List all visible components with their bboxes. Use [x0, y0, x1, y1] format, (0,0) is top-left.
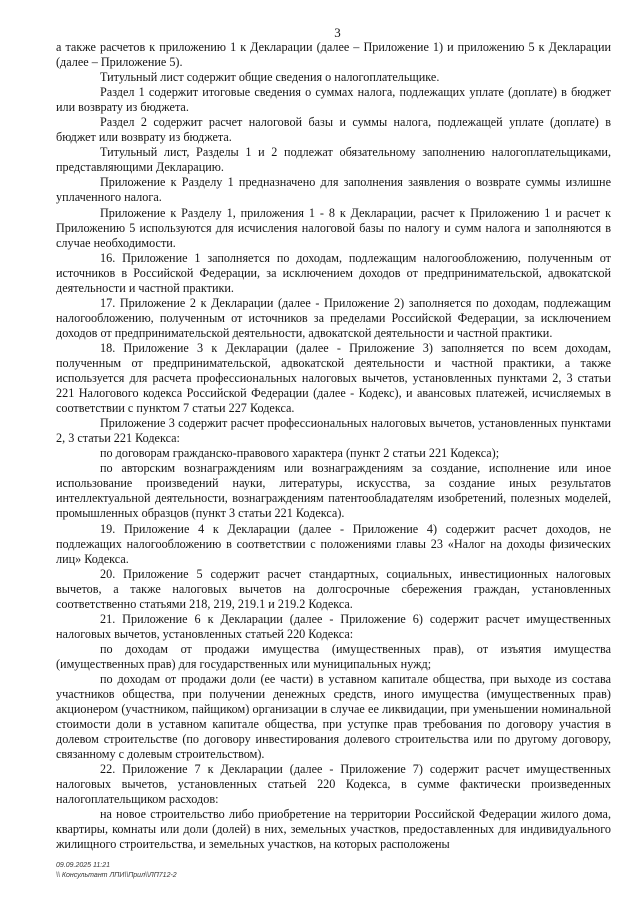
paragraph: Титульный лист, Разделы 1 и 2 подлежат обязательному заполнению налогоплательщиками, представляющими Декларацию. [56, 145, 611, 175]
paragraph: Приложение 3 содержит расчет профессиональных налоговых вычетов, установленных пунктами 2, 3 статьи 221 Кодекса: [56, 416, 611, 446]
paragraph: по доходам от продажи доли (ее части) в уставном капитале общества, при выходе из состава участников общества, при получении денежных средств, иного имущества (имущественных прав) акционером (участником, пайщиком) организации в случае ее ликвидации, при уменьшении номинальной стоимости доли в уставном капитале общества, при уступке прав требования по договору участия в долевом строительстве (по договору инвестирования долевого строительства или по другому договору, связанному с долевым строительством). [56, 671, 611, 762]
paragraph: 21. Приложение 6 к Декларации (далее - Приложение 6) содержит расчет имущественных налоговых вычетов, установленных статьей 220 Кодекса: [56, 611, 611, 641]
paragraph: Титульный лист содержит общие сведения о налогоплательщике. [100, 70, 440, 85]
paragraph: на новое строительство либо приобретение на территории Российской Федерации жилого дома, квартиры, комнаты или доли (долей) в них, земельных участков, предоставленных для индивидуального жилищного строительства, и земельных участков, на которых расположены [56, 807, 611, 852]
paragraph: по доходам от продажи имущества (имущественных прав), от изъятия имущества (имущественных прав) для государственных или муниципальных нужд; [56, 641, 611, 671]
paragraph: 20. Приложение 5 содержит расчет стандартных, социальных, инвестиционных налоговых вычетов, а также налоговых вычетов на долгосрочные сбережения граждан, установленных соответственно статьями 218, 219, 219.1 и 219.2 Кодекса. [56, 566, 611, 611]
paragraph: Раздел 2 содержит расчет налоговой базы и суммы налога, подлежащей уплате (доплате) в бюджет или возврату из бюджета. [56, 115, 611, 145]
footer-timestamp: 09.09.2025 11:21 [56, 862, 110, 869]
paragraph: Приложение к Разделу 1, приложения 1 - 8 к Декларации, расчет к Приложению 1 и расчет к Приложению 5 используются для исчисления налоговой базы по налогу и сумм налога и заполняются в случае необходимости. [56, 205, 611, 250]
paragraph: 17. Приложение 2 к Декларации (далее - Приложение 2) заполняется по доходам, подлежащим налогообложению, полученным от источников за пределами Российской Федерации, за исключением доходов от предпринимательской деятельности, адвокатской деятельности и частной практики. [56, 295, 611, 340]
paragraph: 22. Приложение 7 к Декларации (далее - Приложение 7) содержит расчет имущественных налоговых вычетов, установленных статьей 220 Кодекса, в сумме фактически произведенных налогоплательщиком расходов: [56, 762, 611, 807]
page-number: 3 [334, 25, 341, 40]
paragraph: 16. Приложение 1 заполняется по доходам, подлежащим налогообложению, полученным от источников в Российской Федерации, за исключением доходов от предпринимательской, адвокатской деятельности и частной практики. [56, 250, 611, 295]
paragraph: а также расчетов к приложению 1 к Декларации (далее – Приложение 1) и приложению 5 к Декларации (далее – Приложение 5). [56, 40, 611, 70]
paragraph: 18. Приложение 3 к Декларации (далее - Приложение 3) заполняется по всем доходам, полученным от предпринимательской, адвокатской деятельности и частной практики, а также используется для расчета профессиональных налоговых вычетов, установленных пунктами 2, 3 статьи 221 Налогового кодекса Российской Федерации (далее - Кодекс), и авансовых платежей, исчисляемых в соответствии с пунктом 7 статьи 227 Кодекса. [56, 340, 611, 416]
footer-file-path: \\ Консультант ЛПИ\\Прил\\ЛП712-2 [56, 872, 177, 879]
paragraph: по договорам гражданско-правового характера (пункт 2 статьи 221 Кодекса); [100, 446, 500, 461]
paragraph: 19. Приложение 4 к Декларации (далее - Приложение 4) содержит расчет доходов, не подлежащих налогообложению в соответствии с положениями главы 23 «Налог на доходы физических лиц» Кодекса. [56, 521, 611, 566]
paragraph: по авторским вознаграждениям или вознаграждениям за создание, исполнение или иное использование произведений науки, литературы, искусства, за создание иных результатов интеллектуальной деятельности, вознаграждениям патентообладателям изобретений, полезных моделей, промышленных образцов (пункт 3 статьи 221 Кодекса). [56, 461, 611, 521]
page-footer [56, 861, 177, 881]
paragraph: Раздел 1 содержит итоговые сведения о суммах налога, подлежащих уплате (доплате) в бюджет или возврату из бюджета. [56, 85, 611, 115]
document-body [56, 40, 611, 853]
paragraph: Приложение к Разделу 1 предназначено для заполнения заявления о возврате суммы излишне уплаченного налога. [56, 175, 611, 205]
